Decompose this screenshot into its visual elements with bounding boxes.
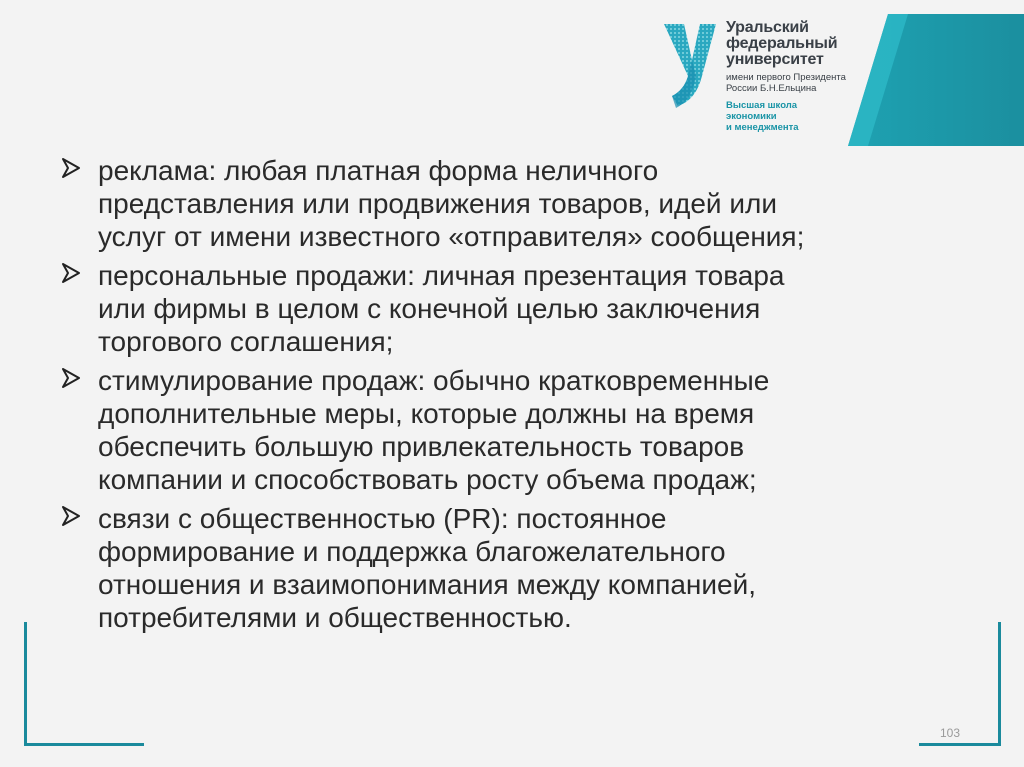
bullet-list <box>60 154 960 640</box>
bullet-text: персональные продажи: личная презентация товара или фирмы в целом с конечной целью заключения торгового соглашения; <box>98 260 785 357</box>
list-item <box>60 259 960 358</box>
header <box>662 14 1024 146</box>
frame-left-line <box>24 622 27 746</box>
bullet-text: реклама: любая платная форма неличного представления или продвижения товаров, идей или услуг от имени известного «отправителя» сообщения; <box>98 155 805 252</box>
school-name: Высшая школа экономики и менеджмента <box>726 100 799 133</box>
frame-right-line <box>998 622 1001 746</box>
list-item <box>60 502 960 634</box>
bullet-text: стимулирование продаж: обычно кратковременные дополнительные меры, которые должны на время обеспечить большую привлекательность товаров компании и способствовать росту объема продаж; <box>98 365 770 495</box>
frame-bottom-right-line <box>919 743 1001 746</box>
page-number: 103 <box>939 726 961 740</box>
arrowhead-bullet-icon <box>60 364 98 394</box>
urfu-logo-icon <box>662 20 718 112</box>
bullet-text: связи с общественностью (PR): постоянное формирование и поддержка благожелательного отношения и взаимопонимания между компанией, потребителями и общественностью. <box>98 503 757 633</box>
university-subtitle: имени первого Президента России Б.Н.Ельцина <box>726 72 846 94</box>
logo-text <box>726 20 856 133</box>
arrowhead-bullet-icon <box>60 259 98 289</box>
arrowhead-bullet-icon <box>60 502 98 532</box>
university-name: Уральский федеральный университет <box>726 19 838 68</box>
arrowhead-bullet-icon <box>60 154 98 184</box>
frame-bottom-line <box>24 743 144 746</box>
list-item <box>60 364 960 496</box>
list-item <box>60 154 960 253</box>
